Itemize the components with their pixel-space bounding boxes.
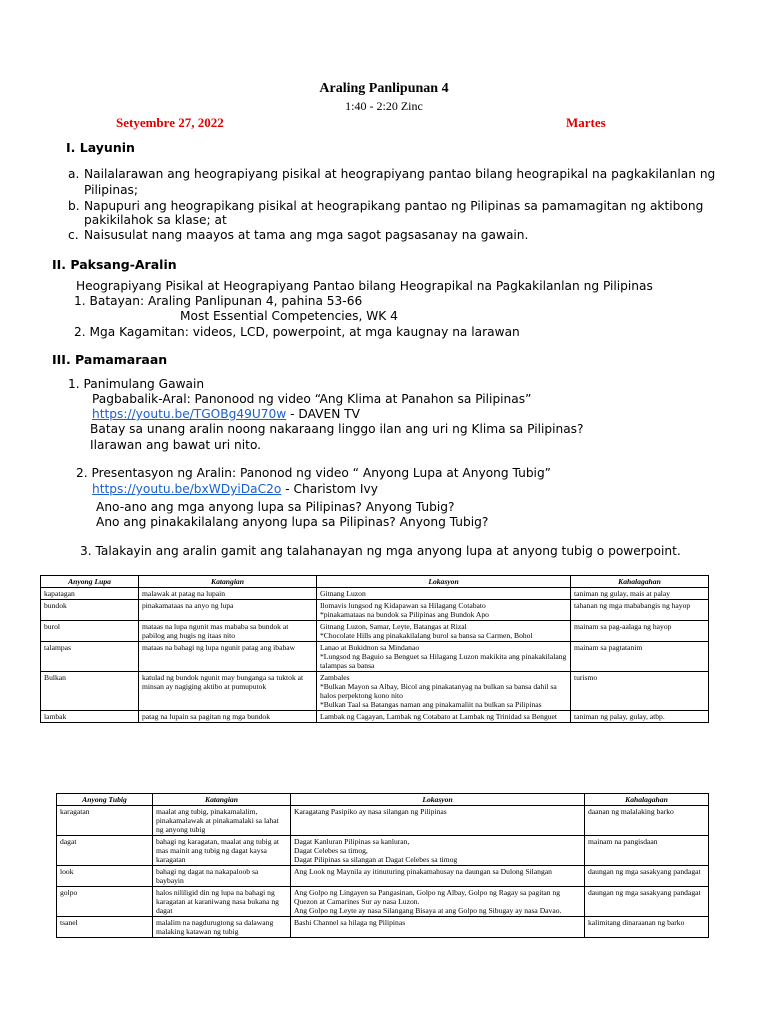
cell-line: kapatagan bbox=[44, 589, 75, 598]
table-cell bbox=[291, 836, 585, 866]
document-title: Araling Panlipunan 4 bbox=[319, 81, 449, 96]
table-cell bbox=[41, 642, 139, 672]
table-cell bbox=[291, 917, 585, 938]
cell-line: mainam sa pagtatanim bbox=[574, 643, 643, 652]
table-cell bbox=[153, 917, 291, 938]
table-cell bbox=[57, 806, 153, 836]
table-cell bbox=[139, 711, 317, 723]
cell-line: Ang Look ng Maynila ay itinuturing pinakamahusay na daungan sa Dulong Silangan bbox=[294, 867, 552, 876]
cell-line: Karagatang Pasipiko ay nasa silangan ng Pilipinas bbox=[294, 807, 447, 816]
table-cell bbox=[41, 711, 139, 723]
cell-line: bundok bbox=[44, 601, 67, 610]
step1-title: 1. Panimulang Gawain bbox=[68, 377, 205, 391]
column-header: Katangian bbox=[153, 794, 291, 806]
table-row bbox=[57, 887, 709, 917]
table-row bbox=[57, 806, 709, 836]
table-cell bbox=[139, 642, 317, 672]
step2-video-link[interactable]: https://youtu.be/bxWDyiDaC2o bbox=[92, 482, 282, 496]
cell-line: bahagi ng karagatan, maalat ang tubig at mas mainit ang tubig ng dagat kaysa karagatan bbox=[156, 837, 279, 864]
table-cell bbox=[57, 917, 153, 938]
cell-line: Lambak ng Cagayan, Lambak ng Cotabato at Lambak ng Trinidad sa Benguet bbox=[320, 712, 558, 721]
cell-line: kalimitang dinaraanan ng barko bbox=[588, 918, 685, 927]
objective-a-line2: Pilipinas; bbox=[84, 183, 139, 197]
cell-line: taniman ng palay, gulay, atbp. bbox=[574, 712, 665, 721]
step1-video-link[interactable]: https://youtu.be/TGOBg49U70w bbox=[92, 407, 287, 421]
table-cell bbox=[317, 711, 571, 723]
table-cell bbox=[139, 672, 317, 711]
cell-line: bahagi ng dagat na nakapaloob sa baybayin bbox=[156, 867, 259, 885]
section-layunin-heading: I. Layunin bbox=[66, 140, 135, 155]
cell-line: mataas na lupa ngunit mas mababa sa bundok at pabilog ang hugis ng itaas nito bbox=[142, 622, 289, 640]
step3-line: 3. Talakayin ang aralin gamit ang talahanayan ng mga anyong lupa at anyong tubig o powerpoint. bbox=[80, 544, 681, 558]
table-cell bbox=[153, 806, 291, 836]
anyong-tubig-table bbox=[56, 793, 709, 938]
cell-line: Ilomavis lungsod ng Kidapawan sa Hilagang Cotabato bbox=[320, 601, 486, 610]
table-cell bbox=[585, 887, 709, 917]
table-cell bbox=[291, 806, 585, 836]
column-header: Anyong Tubig bbox=[57, 794, 153, 806]
table-cell bbox=[57, 887, 153, 917]
table-cell bbox=[585, 866, 709, 887]
table-cell bbox=[571, 711, 709, 723]
lesson-date: Setyembre 27, 2022 bbox=[116, 115, 224, 130]
lesson-day: Martes bbox=[566, 115, 606, 130]
step1-video-row bbox=[92, 406, 360, 422]
batayan-line: 1. Batayan: Araling Panlipunan 4, pahina 53-66 bbox=[74, 294, 363, 308]
table-row bbox=[41, 600, 709, 621]
step2-title: 2. Presentasyon ng Aralin: Panonod ng video “ Anyong Lupa at Anyong Tubig” bbox=[76, 466, 551, 480]
cell-line: tahanan ng mga mababangis ng hayop bbox=[574, 601, 691, 610]
table-cell bbox=[153, 887, 291, 917]
table-row bbox=[57, 836, 709, 866]
objective-a-line1: Nailalarawan ang heograpiyang pisikal at heograpiyang pantao bilang heograpikal na pagkakilanlan ng bbox=[84, 167, 716, 181]
cell-line: pinakamataas na anyo ng lupa bbox=[142, 601, 234, 610]
step1-question2: Ilarawan ang bawat uri nito. bbox=[90, 438, 262, 452]
table-cell bbox=[153, 836, 291, 866]
table-cell bbox=[41, 600, 139, 621]
cell-line: golpo bbox=[60, 888, 78, 897]
table-cell bbox=[139, 621, 317, 642]
table-cell bbox=[585, 836, 709, 866]
table-cell bbox=[57, 866, 153, 887]
cell-line: taniman ng gulay, mais at palay bbox=[574, 589, 671, 598]
melc-line: Most Essential Competencies, WK 4 bbox=[180, 309, 398, 323]
cell-line: *Chocolate Hills ang pinakakilalang burol sa bansa sa Carmen, Bohol bbox=[320, 631, 533, 640]
cell-line: Dagat Celebes sa timog, bbox=[294, 846, 368, 855]
cell-line: tsanel bbox=[60, 918, 78, 927]
table-row bbox=[41, 672, 709, 711]
table-cell bbox=[139, 588, 317, 600]
objective-b-line2: pakikilahok sa klase; at bbox=[84, 213, 227, 227]
table-row bbox=[57, 917, 709, 938]
step1-question1: Batay sa unang aralin noong nakaraang linggo ilan ang uri ng Klima sa Pilipinas? bbox=[90, 422, 584, 436]
column-header: Kahalagahan bbox=[571, 576, 709, 588]
column-header: Lokasyon bbox=[317, 576, 571, 588]
cell-line: *Bulkan Mayon sa Albay, Bicol ang pinakatanyag na bulkan sa bansa dahil sa halos perpektong kono nito bbox=[320, 682, 557, 700]
cell-line: Ang Golpo ng Lingayen sa Pangasinan, Golpo ng Albay, Golpo ng Ragay sa pagitan ng Quezon at Camarines Sur ay nasa Luzon. bbox=[294, 888, 561, 906]
table-cell bbox=[41, 621, 139, 642]
cell-line: dagat bbox=[60, 837, 77, 846]
table-row bbox=[41, 642, 709, 672]
class-time: 1:40 - 2:20 Zinc bbox=[345, 99, 423, 113]
cell-line: burol bbox=[44, 622, 61, 631]
cell-line: malalim na nagdurugtong sa dalawang malaking katawan ng tubig bbox=[156, 918, 274, 936]
step2-question2: Ano ang pinakakilalang anyong lupa sa Pilipinas? Anyong Tubig? bbox=[96, 515, 489, 529]
table-cell bbox=[571, 672, 709, 711]
table-header-row bbox=[57, 794, 709, 806]
anyong-lupa-table bbox=[40, 575, 709, 723]
step2-question1: Ano-ano ang mga anyong lupa sa Pilipinas? Anyong Tubig? bbox=[96, 500, 455, 514]
cell-line: mataas na bahagi ng lupa ngunit patag ang ibabaw bbox=[142, 643, 296, 652]
step1-video-source: - DAVEN TV bbox=[286, 407, 360, 421]
cell-line: daanan ng malalaking barko bbox=[588, 807, 674, 816]
topic-line: Heograpiyang Pisikal at Heograpiyang Pantao bilang Heograpikal na Pagkakilanlan ng Pilipinas bbox=[76, 279, 653, 293]
objective-c-letter: c. bbox=[68, 228, 79, 242]
cell-line: look bbox=[60, 867, 74, 876]
table-cell bbox=[317, 588, 571, 600]
cell-line: daungan ng mga sasakyang pandagat bbox=[588, 888, 701, 897]
column-header: Katangian bbox=[139, 576, 317, 588]
table-row bbox=[41, 711, 709, 723]
cell-line: daungan ng mga sasakyang pandagat bbox=[588, 867, 701, 876]
table-cell bbox=[291, 866, 585, 887]
table-cell bbox=[41, 672, 139, 711]
table-cell bbox=[585, 917, 709, 938]
column-header: Anyong Lupa bbox=[41, 576, 139, 588]
cell-line: lambak bbox=[44, 712, 67, 721]
step2-video-row bbox=[92, 481, 378, 497]
objective-b-line1: Napupuri ang heograpikang pisikal at heograpikang pantao ng Pilipinas sa pamamagitan ng aktibong bbox=[84, 199, 704, 213]
column-header: Kahalagahan bbox=[585, 794, 709, 806]
objective-b-letter: b. bbox=[68, 199, 80, 213]
table-cell bbox=[317, 621, 571, 642]
cell-line: *Bulkan Taal sa Batangas naman ang pinakamaliit na bulkan sa Pilipinas bbox=[320, 700, 542, 709]
section-paksang-heading: II. Paksang-Aralin bbox=[52, 257, 177, 272]
cell-line: Bulkan bbox=[44, 673, 66, 682]
cell-line: katulad ng bundok ngunit may bunganga sa tuktok at minsan ay nagiging aktibo at pumuputok bbox=[142, 673, 304, 691]
cell-line: talampas bbox=[44, 643, 71, 652]
table-cell bbox=[291, 887, 585, 917]
cell-line: mainam na pangisdaan bbox=[588, 837, 658, 846]
table-cell bbox=[57, 836, 153, 866]
table-cell bbox=[571, 621, 709, 642]
table-cell bbox=[585, 806, 709, 836]
table-cell bbox=[317, 642, 571, 672]
table-cell bbox=[571, 642, 709, 672]
table-row bbox=[41, 621, 709, 642]
cell-line: Gitnang Luzon, Samar, Leyte, Batangas at Rizal bbox=[320, 622, 467, 631]
table-row bbox=[57, 866, 709, 887]
table-cell bbox=[41, 588, 139, 600]
table-cell bbox=[317, 600, 571, 621]
cell-line: maalat ang tubig, pinakamalalim, pinakamalawak at pinakamalaki sa lahat ng anyong tubig bbox=[156, 807, 279, 834]
cell-line: Ang Golpo ng Leyte ay nasa Silangang Bisaya at ang Golpo ng Sibugay ay nasa Davao. bbox=[294, 906, 562, 915]
cell-line: *pinakamataas na bundok sa Pilipinas ang Bundok Apo bbox=[320, 610, 489, 619]
cell-line: Lanao at Bukidnon sa Mindanao bbox=[320, 643, 420, 652]
cell-line: halos nililigid din ng lupa na bahagi ng karagatan at karaniwang nasa bukana ng dagat bbox=[156, 888, 279, 915]
table-header-row bbox=[41, 576, 709, 588]
cell-line: patag na lupain sa pagitan ng mga bundok bbox=[142, 712, 271, 721]
cell-line: Bashi Channel sa hilaga ng Pilipinas bbox=[294, 918, 406, 927]
objective-a-letter: a. bbox=[68, 167, 80, 181]
section-pamamaraan-heading: III. Pamamaraan bbox=[52, 352, 168, 367]
column-header: Lokasyon bbox=[291, 794, 585, 806]
cell-line: Gitnang Luzon bbox=[320, 589, 366, 598]
table-cell bbox=[153, 866, 291, 887]
table-cell bbox=[571, 588, 709, 600]
table-row bbox=[41, 588, 709, 600]
cell-line: karagatan bbox=[60, 807, 90, 816]
kagamitan-line: 2. Mga Kagamitan: videos, LCD, powerpoint, at mga kaugnay na larawan bbox=[74, 325, 520, 339]
step1-review: Pagbabalik-Aral: Panonood ng video “Ang Klima at Panahon sa Pilipinas” bbox=[92, 392, 532, 406]
cell-line: *Lungsod ng Baguio sa Benguet sa Hilagang Luzon makikita ang pinakakilalang talampas sa bansa bbox=[320, 652, 567, 670]
cell-line: mainam sa pag-aalaga ng hayop bbox=[574, 622, 672, 631]
table-cell bbox=[139, 600, 317, 621]
cell-line: turismo bbox=[574, 673, 598, 682]
cell-line: Dagat Kanluran Pilipinas sa kanluran, bbox=[294, 837, 410, 846]
table-cell bbox=[317, 672, 571, 711]
step2-video-source: - Charistom Ivy bbox=[281, 482, 378, 496]
cell-line: Zambales bbox=[320, 673, 350, 682]
cell-line: Dagat Pilipinas sa silangan at Dagat Celebes sa timog bbox=[294, 855, 458, 864]
table-cell bbox=[571, 600, 709, 621]
cell-line: malawak at patag na lupain bbox=[142, 589, 226, 598]
objective-c-line1: Naisusulat nang maayos at tama ang mga sagot pagsasanay na gawain. bbox=[84, 228, 529, 242]
